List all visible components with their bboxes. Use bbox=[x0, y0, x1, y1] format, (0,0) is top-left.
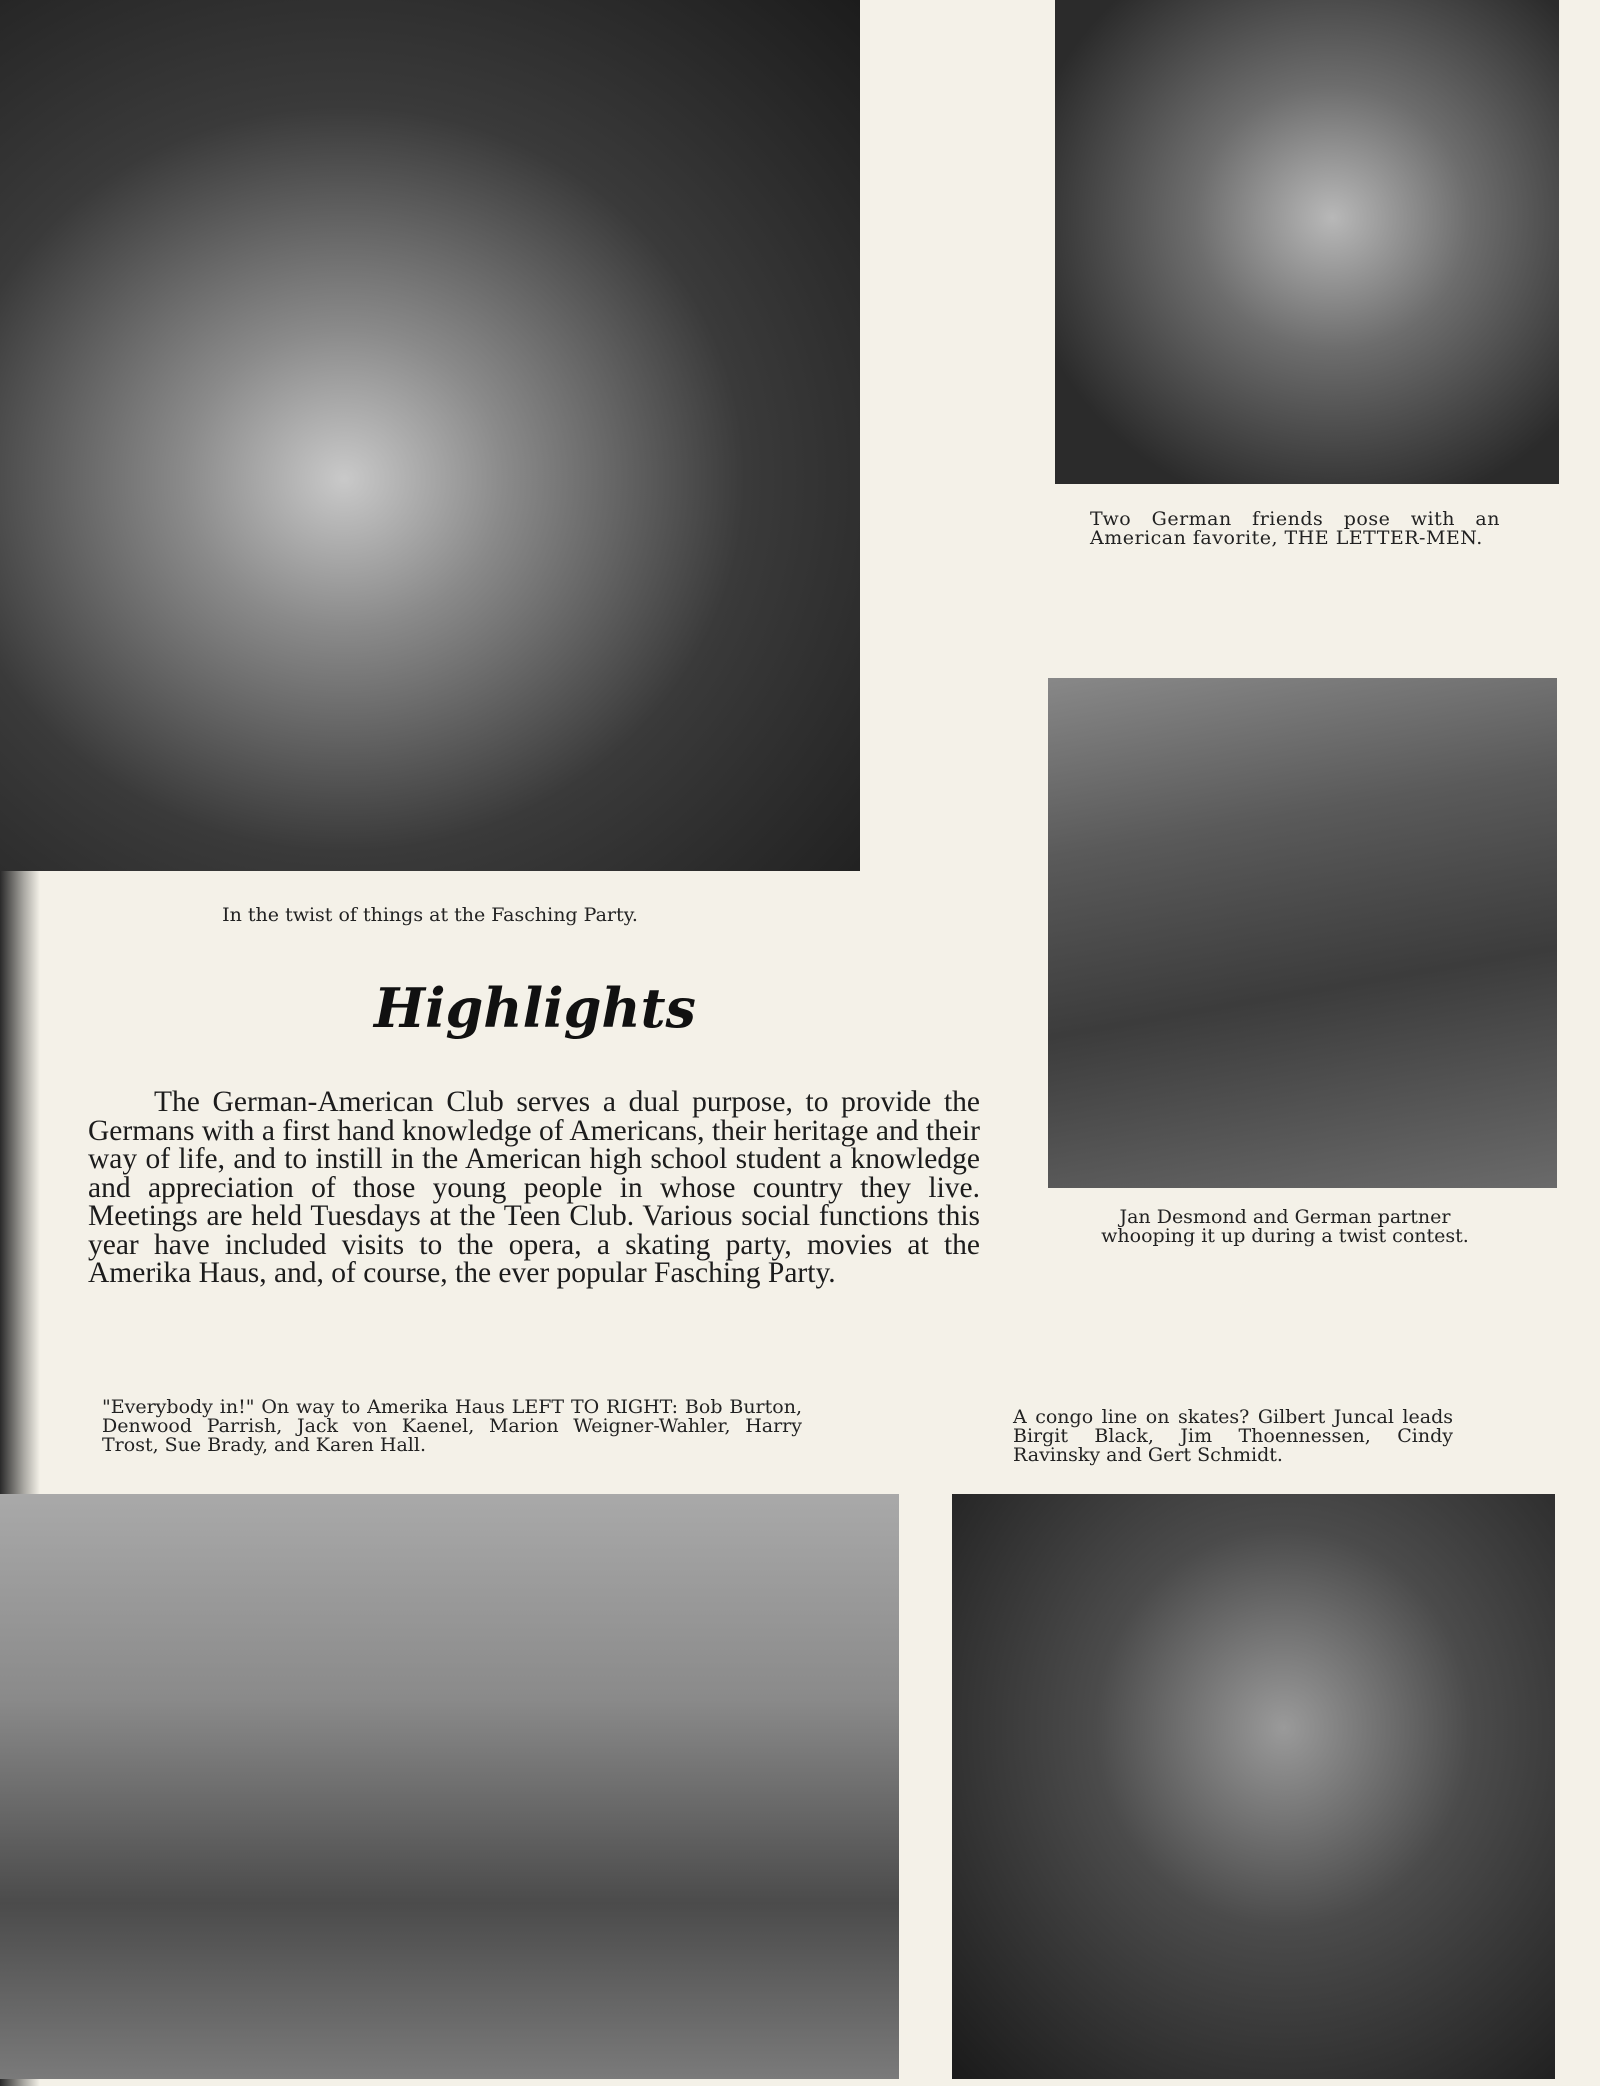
caption-twist-contest: Jan Desmond and German partner whooping it up during a twist contest. bbox=[1101, 1206, 1469, 1247]
photo-amerika-haus-group bbox=[0, 1494, 899, 2079]
photo-skating-congo-line bbox=[952, 1494, 1555, 2079]
caption-amerika-haus: "Everybody in!" On way to Amerika Haus LEFT TO RIGHT: Bob Burton, Denwood Parrish, Jack von Kaenel, Marion Weigner-Wahler, Harry Trost, Sue Brady, and Karen Hall. bbox=[102, 1396, 802, 1456]
photo-fasching-party-dance bbox=[0, 0, 860, 871]
caption-fasching-party: In the twist of things at the Fasching Party. bbox=[222, 904, 638, 926]
photo-twist-contest bbox=[1048, 678, 1557, 1188]
photo-german-friends-lettermen bbox=[1055, 0, 1559, 484]
article-title: Highlights bbox=[374, 976, 696, 1040]
article-body: The German-American Club serves a dual purpose, to provide the Germans with a first hand knowledge of Americans, their heritage and their way of life, and to instill in the American high school student a knowledge and appreciation of those young people in whose country they live. Meetings are held Tuesdays at the Teen Club. Various social functions this year have included visits to the opera, a skating party, movies at the Amerika Haus, and, of course, the ever popular Fasching Party. bbox=[88, 1086, 980, 1289]
caption-skating: A congo line on skates? Gilbert Juncal leads Birgit Black, Jim Thoennessen, Cindy Ravinsky and Gert Schmidt. bbox=[1013, 1406, 1453, 1466]
caption-german-friends: Two German friends pose with an American favorite, THE LETTER-MEN. bbox=[1090, 508, 1500, 549]
